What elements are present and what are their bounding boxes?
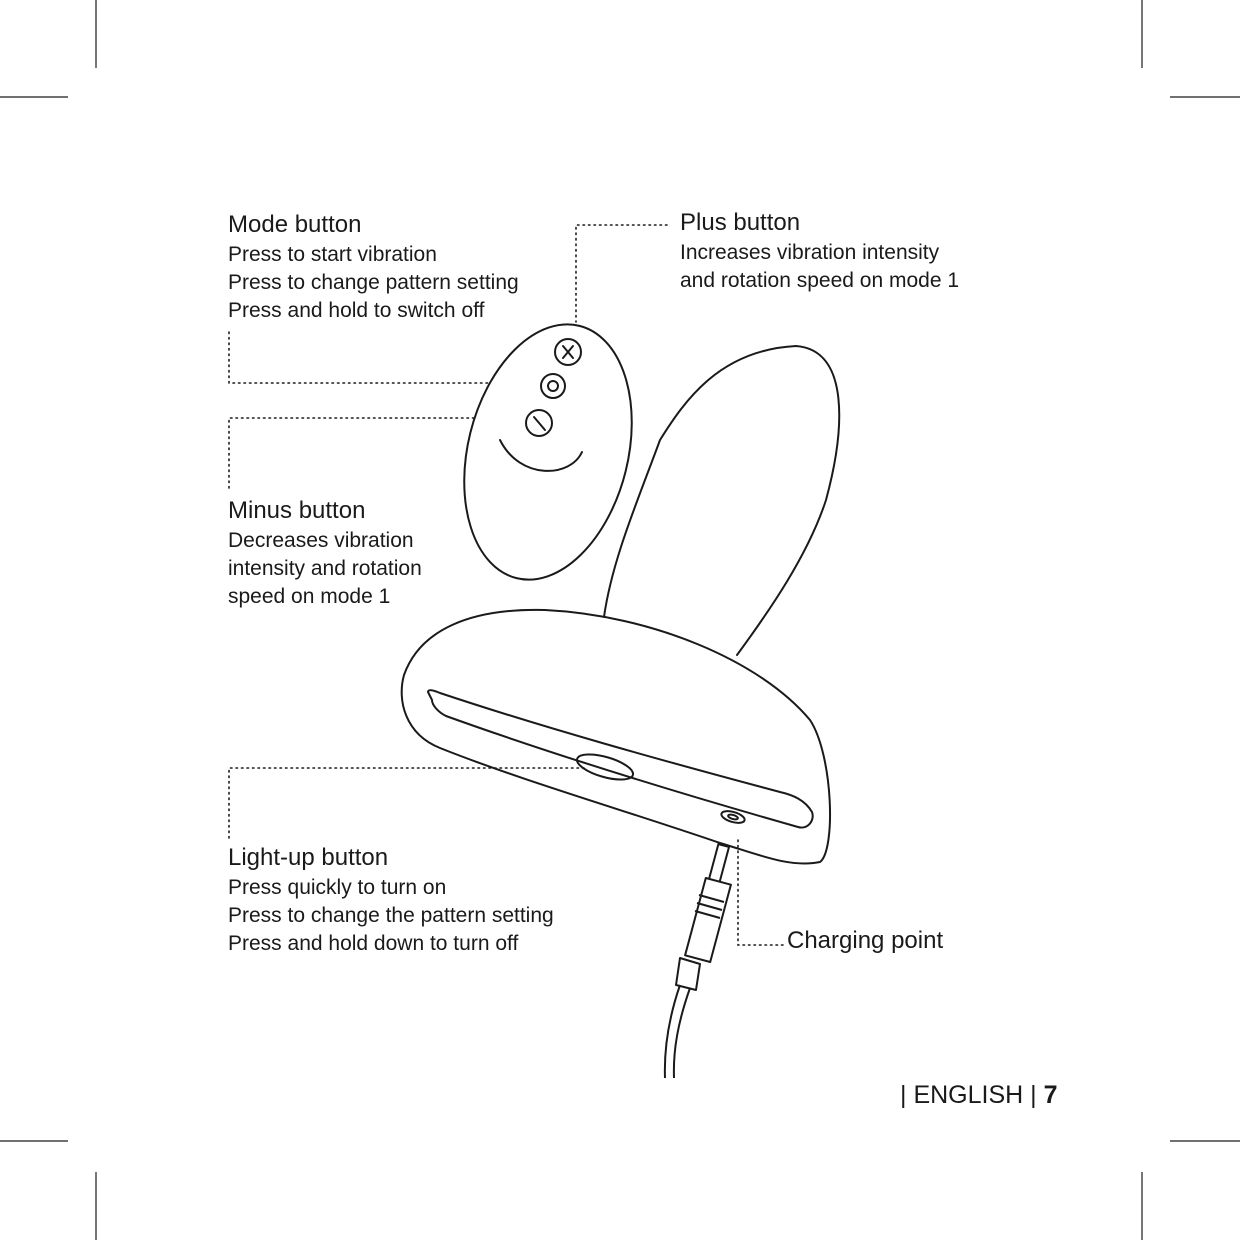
callout-title: Mode button [228,211,362,238]
minus-button-callout [228,497,422,611]
device-base-rim [428,690,813,827]
callout-title: Plus button [680,209,801,236]
page-number: 7 [1043,1081,1058,1109]
callout-line: Press to start vibration [228,243,437,266]
remote-body [439,307,657,598]
callout-line: Increases vibration intensity [680,241,940,264]
callout-line: Press and hold down to turn off [228,932,519,955]
callout-title: Minus button [228,497,366,524]
charging-cable [665,844,731,1078]
device-shaft [604,346,839,655]
mode-button-icon [541,374,565,398]
callout-line: Press quickly to turn on [228,876,447,899]
callout-line: Decreases vibration [228,529,414,552]
device-base [402,610,830,864]
plus-button-icon [555,339,581,365]
callout-line: Press to change the pattern setting [228,904,554,927]
lightup-button-shape [574,749,635,784]
remote-control [439,307,657,598]
mode-button-callout [228,211,519,325]
section-label: | ENGLISH | [900,1081,1037,1109]
plus-button-callout [680,209,959,295]
minus-button-icon [526,410,552,436]
callout-line: Press to change pattern setting [228,271,519,294]
callout-title: Light-up button [228,844,389,871]
cable-plug [685,878,731,962]
cable-wire [665,985,690,1078]
callout-line: speed on mode 1 [228,585,391,608]
callout-line: intensity and rotation [228,557,422,580]
page-footer [900,1079,1058,1111]
callout-title: Charging point [787,927,944,954]
callout-line: Press and hold to switch off [228,299,485,322]
charging-point-callout [787,927,943,957]
callout-line: and rotation speed on mode 1 [680,269,960,292]
lightup-button-callout [228,844,554,958]
